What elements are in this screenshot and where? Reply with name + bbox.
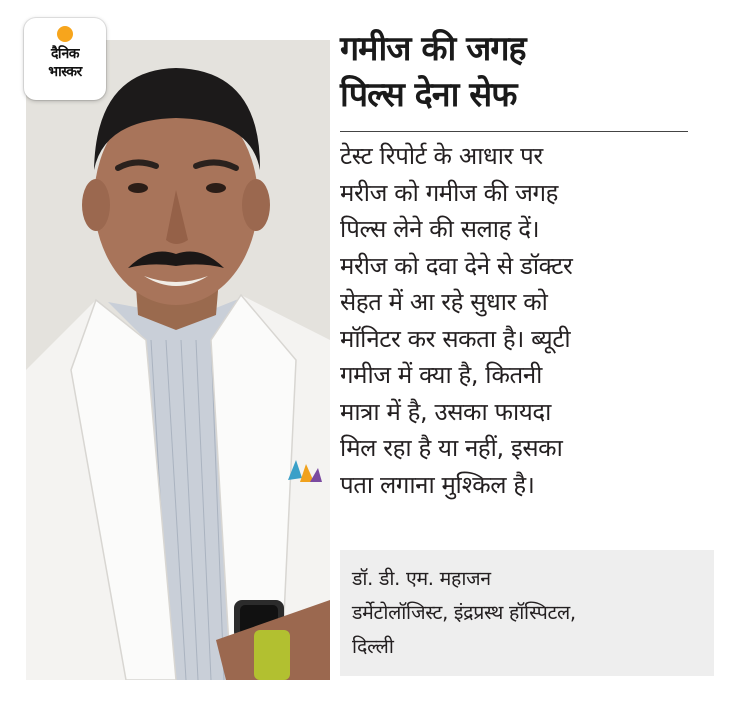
divider — [340, 131, 688, 132]
logo-line-2: भास्कर — [48, 64, 82, 80]
headline-line-1: गमीज की जगह — [340, 29, 526, 69]
sun-icon — [57, 26, 73, 42]
body-line: मरीज को गमीज की जगह — [340, 178, 558, 207]
headline — [340, 26, 690, 118]
body-line: टेस्ट रिपोर्ट के आधार पर — [340, 142, 543, 170]
body-line: पिल्स लेने की सलाह दें। — [340, 215, 540, 243]
dainik-bhaskar-logo — [24, 18, 106, 100]
body-line: सेहत में आ रहे सुधार को — [340, 288, 548, 316]
headline-line-2: पिल्स देना सेफ — [340, 75, 517, 115]
quote-body — [340, 138, 700, 503]
body-line: गमीज में क्या है, कितनी — [340, 361, 542, 389]
body-line: मात्रा में है, उसका फायदा — [340, 397, 551, 426]
doctor-photo — [26, 40, 330, 680]
body-line: मरीज को दवा देने से डॉक्टर — [340, 251, 573, 280]
doctor-name: डॉ. डी. एम. महाजन — [352, 567, 491, 590]
body-line: पता लगाना मुश्किल है। — [340, 470, 535, 499]
attribution-box — [340, 550, 714, 676]
doctor-city: दिल्ली — [352, 635, 394, 658]
body-line: मिल रहा है या नहीं, इसका — [340, 434, 563, 462]
doctor-designation: डर्मेटोलॉजिस्ट, इंद्रप्रस्थ हॉस्पिटल, — [352, 601, 576, 624]
body-line: मॉनिटर कर सकता है। ब्यूटी — [340, 324, 571, 353]
doctor-portrait-illustration — [26, 40, 330, 680]
logo-line-1: दैनिक — [50, 46, 80, 62]
